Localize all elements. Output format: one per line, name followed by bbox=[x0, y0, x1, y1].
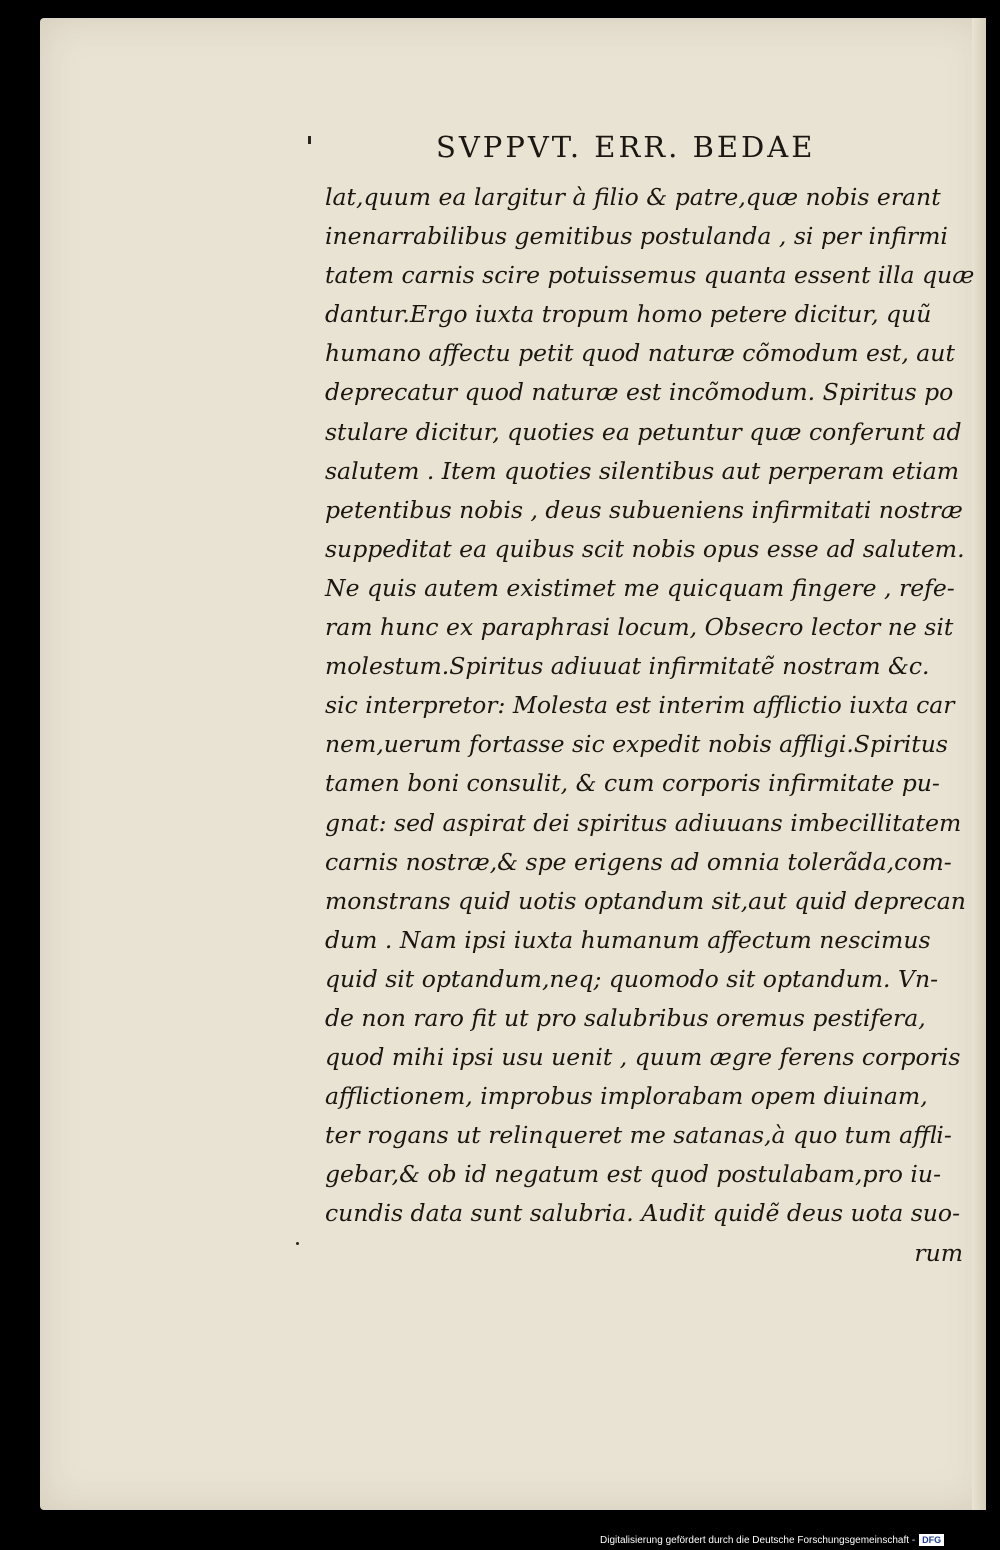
text-line: dantur.Ergo iuxta tropum homo petere dicitur, quũ bbox=[325, 300, 932, 329]
text-line: lat,quum ea largitur à filio & patre,quæ nobis erant bbox=[325, 183, 941, 211]
text-line: quod mihi ipsi usu uenit , quum ægre ferens corporis bbox=[325, 1043, 961, 1072]
footer-credit: Digitalisierung gefördert durch die Deutsche Forschungsgemeinschaft - bbox=[600, 1534, 916, 1546]
text-line: monstrans quid uotis optandum sit,aut quid deprecan bbox=[325, 886, 966, 915]
text-line: humano affectu petit quod naturæ cõmodum est, aut bbox=[325, 339, 955, 368]
text-line: dum . Nam ipsi iuxta humanum affectum nescimus bbox=[325, 925, 931, 954]
text-line: suppeditat ea quibus scit nobis opus esse ad salutem. bbox=[325, 534, 965, 563]
text-line: deprecatur quod naturæ est incõmodum. Spiritus po bbox=[325, 378, 954, 407]
dfg-logo: DFG bbox=[919, 1534, 944, 1546]
text-line: inenarrabilibus gemitibus postulanda , si per infirmi bbox=[325, 222, 948, 251]
text-line: cundis data sunt salubria. Audit quidẽ deus uota suo- bbox=[325, 1199, 961, 1228]
text-line: sic interpretor: Molesta est interim afflictio iuxta car bbox=[325, 691, 955, 720]
text-block bbox=[325, 178, 975, 1273]
text-line: petentibus nobis , deus subueniens infirmitati nostræ bbox=[325, 495, 963, 524]
text-line: carnis nostræ,& spe erigens ad omnia tolerãda,com- bbox=[325, 847, 952, 876]
text-line: stulare dicitur, quoties ea petuntur quæ conferunt ad bbox=[325, 417, 962, 446]
text-line: quid sit optandum,neq; quomodo sit optandum. Vn- bbox=[325, 964, 939, 993]
text-line: de non raro fit ut pro salubribus oremus pestifera, bbox=[325, 1003, 926, 1032]
text-line: Ne quis autem existimet me quicquam fingere , refe- bbox=[325, 573, 955, 602]
catchword: rum bbox=[914, 1238, 963, 1267]
text-line: molestum.Spiritus adiuuat infirmitatẽ nostram &c. bbox=[325, 652, 930, 681]
text-line: afflictionem, improbus implorabam opem diuinam, bbox=[325, 1082, 928, 1111]
text-line: ram hunc ex paraphrasi locum, Obsecro lector ne sit bbox=[325, 613, 954, 642]
digitization-footer bbox=[600, 1532, 944, 1548]
text-line: nem,uerum fortasse sic expedit nobis affligi.Spiritus bbox=[325, 730, 948, 759]
text-line: tamen boni consulit, & cum corporis infirmitate pu- bbox=[325, 769, 940, 798]
margin-dot bbox=[296, 1242, 299, 1245]
text-line: tatem carnis scire potuissemus quanta essent illa quæ bbox=[325, 261, 975, 290]
text-line: salutem . Item quoties silentibus aut perperam etiam bbox=[325, 456, 960, 485]
text-line: gebar,& ob id negatum est quod postulabam,pro iu- bbox=[325, 1160, 942, 1189]
text-line: gnat: sed aspirat dei spiritus adiuuans imbecillitatem bbox=[325, 808, 962, 837]
margin-mark bbox=[308, 136, 311, 144]
text-line: ter rogans ut relinqueret me satanas,à quo tum affli- bbox=[325, 1121, 952, 1150]
book-page bbox=[40, 18, 986, 1510]
running-head: SVPPVT. ERR. BEDAE bbox=[436, 130, 816, 164]
